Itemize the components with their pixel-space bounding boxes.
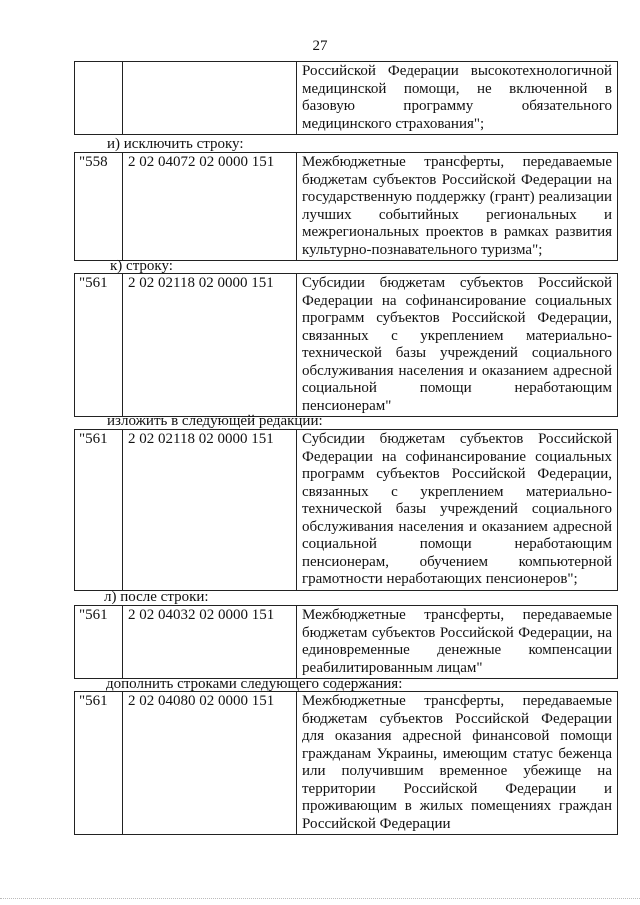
- row-code: "561: [75, 274, 123, 417]
- row-code: "561: [75, 430, 123, 591]
- instruction-exclude-row: и) исключить строку:: [107, 136, 244, 152]
- row-code: "561: [75, 692, 123, 835]
- row-kbk: [123, 62, 297, 135]
- table-row: [75, 274, 618, 417]
- table-block-0: [74, 61, 618, 135]
- instruction-row: к) строку:: [110, 258, 173, 274]
- row-code: "561: [75, 606, 123, 679]
- row-kbk: 2 02 04032 02 0000 151: [123, 606, 297, 679]
- instruction-after-row: л) после строки:: [104, 589, 209, 605]
- table-block-4: [74, 605, 618, 679]
- table-row: [75, 430, 618, 591]
- row-kbk: 2 02 04072 02 0000 151: [123, 153, 297, 261]
- row-description: Российской Федерации высокотехнологичной медицинской помощи, не включенной в базовую программу обязательного медицинского страхования";: [297, 62, 618, 135]
- table-block-2: [74, 273, 618, 417]
- row-kbk: 2 02 04080 02 0000 151: [123, 692, 297, 835]
- row-description: Межбюджетные трансферты, передаваемые бюджетам субъектов Российской Федерации на государственную поддержку (грант) реализации лучших событийных региональных и межрегиональных проектов в рамках развития культурно-познавательного туризма";: [297, 153, 618, 261]
- row-kbk: 2 02 02118 02 0000 151: [123, 430, 297, 591]
- table-row: [75, 606, 618, 679]
- page-number: 27: [312, 38, 328, 54]
- row-description: Межбюджетные трансферты, передаваемые бюджетам субъектов Российской Федерации, на единовременные денежные компенсации реабилитированным лицам": [297, 606, 618, 679]
- row-code: [75, 62, 123, 135]
- row-kbk: 2 02 02118 02 0000 151: [123, 274, 297, 417]
- row-description: Межбюджетные трансферты, передаваемые бюджетам субъектов Российской Федерации для оказания адресной финансовой помощи гражданам Украины, имеющим статус беженца или получившим временное убежище на территории Российской Федерации и проживающим в жилых помещениях граждан Российской Федерации: [297, 692, 618, 835]
- table-row: [75, 153, 618, 261]
- table-row: [75, 62, 618, 135]
- row-description: Субсидии бюджетам субъектов Российской Федерации на софинансирование социальных программ субъектов Российской Федерации, связанных с укреплением материально-технической базы учреждений социального обслуживания населения и оказанием адресной социальной помощи неработающим пенсионерам": [297, 274, 618, 417]
- table-block-5: [74, 691, 618, 835]
- row-code: "558: [75, 153, 123, 261]
- scan-edge: [0, 898, 640, 900]
- table-block-1: [74, 152, 618, 261]
- table-row: [75, 692, 618, 835]
- row-description: Субсидии бюджетам субъектов Российской Федерации на софинансирование социальных программ субъектов Российской Федерации, связанных с укреплением материально-технической базы учреждений социального обслуживания населения и оказанием адресной социальной помощи неработающим пенсионерам, обучением компьютерной грамотности неработающих пенсионеров";: [297, 430, 618, 591]
- table-block-3: [74, 429, 618, 591]
- instruction-add-rows: дополнить строками следующего содержания:: [106, 676, 403, 692]
- instruction-new-edition: изложить в следующей редакции:: [107, 413, 323, 429]
